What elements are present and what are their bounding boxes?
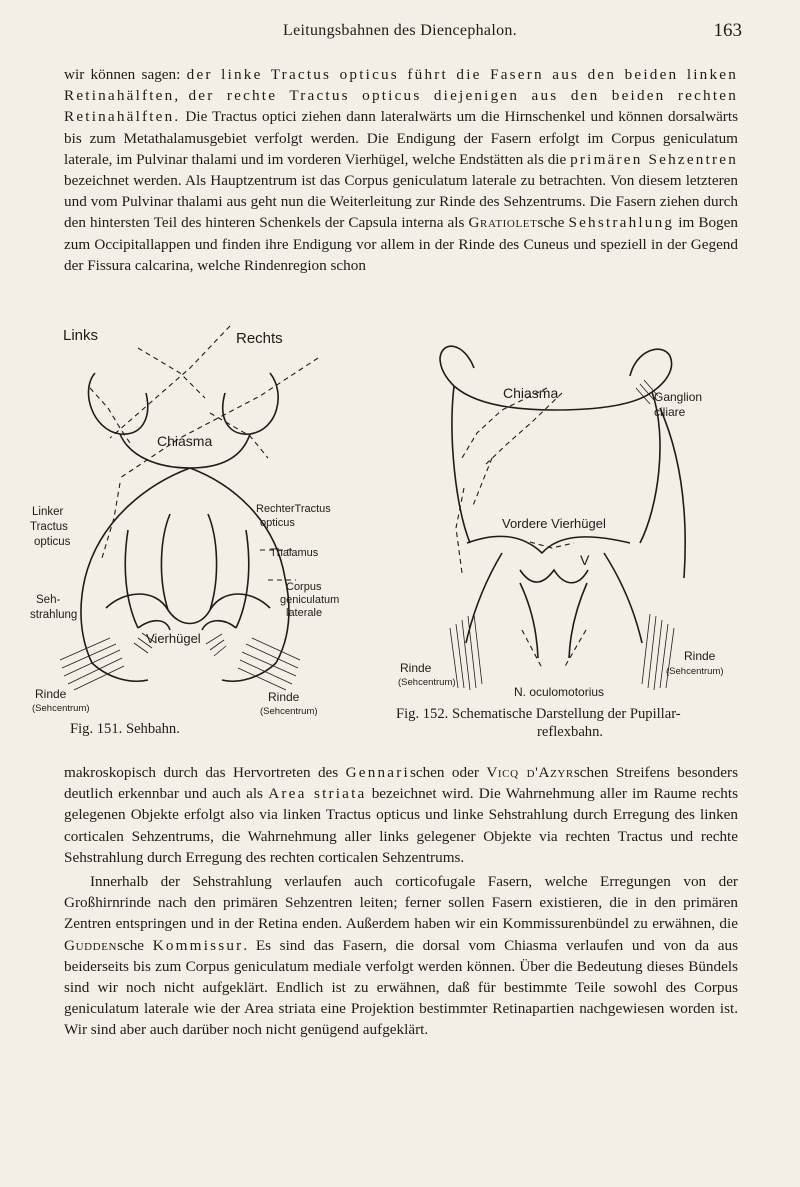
- running-title: Leitungsbahnen des Diencephalon.: [283, 22, 517, 39]
- para1-text-5: sche: [537, 214, 569, 232]
- fig152-label-numeral: V: [580, 552, 590, 568]
- para3-text-1: Innerhalb der Sehstrahlung verlaufen auch corticofugale Fasern, welche Erregungen von der Großhirnrinde nach den primären Sehzentren leiten; ferner sollen Fasern existieren, die in den primären Zentren entspringen und in der Retina enden. Außerdem haben wir ein Kommissurenbündel zu erwähnen, die: [64, 873, 738, 933]
- figure-152-diagram: [392, 338, 740, 710]
- fig152-label-oculomotorius: N. oculomotorius: [514, 685, 605, 699]
- fig152-label-rinde-right: Rinde: [684, 649, 716, 663]
- fig152-label-sehcentrum-left: (Sehcentrum): [398, 677, 456, 688]
- fig151-cortex-right: [206, 634, 300, 690]
- para2-text-4: bezeichnet wird. Die Wahrnehmung aller im Raume rechts gelegenen Objekte erfolgt also via linken Tractus opticus und linke Sehstrahlung durch Erregung des linken corticalen Sehzentrums, die Wahrnehmung aller links gelegener Objekte via rechten Tractus und rechte Sehstrahlung durch Erregung des rechten corticalen Sehzentrums.: [64, 785, 738, 866]
- fig151-label-rinde-right: Rinde: [268, 690, 300, 704]
- fig151-label-corpus-2: geniculatum: [280, 594, 340, 606]
- para3-smallcaps-1: Gudden: [64, 936, 118, 954]
- figure-151-caption: Fig. 151. Sehbahn.: [70, 721, 180, 737]
- page-number: 163: [713, 20, 742, 41]
- para1-spaced-3: primären Sehzentren: [570, 150, 739, 168]
- figure-152-caption-line-2: reflexbahn.: [537, 724, 604, 740]
- para2-spaced-2: Area striata: [268, 785, 367, 803]
- para1-text-6: im Bogen zum Occipitallappen und finden ihre Endigung vor allem in der Rinde des Cuneus und speziell in der Gegend der Fissura calcarina, welche Rindenregion schon: [64, 214, 738, 274]
- para2-spaced-1: Gennari: [345, 764, 410, 781]
- running-header: [0, 20, 800, 50]
- fig151-label-thalamus: Thalamus: [270, 547, 319, 559]
- para1-smallcaps-1: Gratiolet: [468, 214, 538, 232]
- fig152-label-ciliare: ciliare: [654, 405, 686, 419]
- fig151-dashed-fibers: [90, 326, 318, 580]
- fig152-label-sehcentrum-right: (Sehcentrum): [666, 666, 724, 677]
- para3-spaced-1: Kommissur: [152, 936, 244, 954]
- fig151-label-linker-3: opticus: [34, 536, 71, 548]
- fig151-label-seh-1: Seh-: [36, 594, 61, 606]
- para1-text-3: Die Tractus optici ziehen dann lateralwärts um die Hirnschenkel und können dorsalwärts bis zum Metathalamusgebiet verfolgt werden. Die Endigung der Fasern erfolgt im Corpus geniculatum laterale, im Pulvinar thalami und im vorderen Vierhügel, welche Endstätten als die: [64, 108, 738, 168]
- fig151-label-rechter-1: RechterTractus: [256, 503, 331, 515]
- paragraph-3: [64, 871, 738, 1041]
- fig151-label-rechts: Rechts: [236, 330, 283, 347]
- fig151-label-sehcentrum-left: (Sehcentrum): [32, 703, 90, 714]
- fig151-label-vierhuegel: Vierhügel: [146, 631, 201, 646]
- fig152-eye-right: [630, 349, 672, 392]
- fig152-eye-left: [440, 346, 474, 386]
- fig152-cortex-right: [642, 614, 674, 690]
- para1-text-1: wir können sagen:: [64, 66, 187, 83]
- figure-151-diagram: [30, 318, 380, 743]
- figure-152-caption-line-1: Fig. 152. Schematische Darstellung der Pupillar-: [396, 706, 681, 722]
- fig151-eye-right: [223, 373, 278, 434]
- para1-text-4: bezeichnet werden. Als Hauptzentrum ist das Corpus geniculatum laterale zu betrachten. Von diesem letzteren und vom Pulvinar thalami aus geht nun die Weiterleitung zur Rinde des Sehzentrums. Die Fasern ziehen durch den hintersten Teil des hinteren Schenkels der Capsula interna als: [64, 172, 738, 232]
- fig151-label-linker-1: Linker: [32, 506, 64, 518]
- para3-text-2: sche: [117, 936, 153, 954]
- para1-spaced-1: der linke Tractus opticus führt die Fasern aus den beiden linken Retinahälften: [64, 66, 738, 105]
- fig152-label-chiasma: Chiasma: [503, 385, 559, 401]
- fig152-label-ganglion: Ganglion: [654, 390, 703, 404]
- paragraph-2: [64, 762, 738, 868]
- paragraph-1: [64, 64, 738, 276]
- fig151-label-sehcentrum-right: (Sehcentrum): [260, 706, 318, 717]
- fig152-label-vordere-vierhuegel: Vordere Vierhügel: [502, 516, 606, 531]
- para1-text-2: ,: [174, 87, 189, 105]
- fig151-label-corpus-1: Corpus: [286, 581, 322, 593]
- para1-spaced-4: Sehstrahlung: [568, 214, 675, 232]
- fig151-label-seh-2: strahlung: [30, 609, 78, 621]
- fig151-label-chiasma: Chiasma: [157, 433, 213, 449]
- fig151-label-rechter-2: opticus: [260, 517, 295, 529]
- para2-smallcaps-1: Vicq d'Azyr: [486, 764, 574, 781]
- fig151-label-linker-2: Tractus: [30, 521, 68, 533]
- fig151-label-corpus-3: laterale: [286, 607, 323, 619]
- fig151-label-links: Links: [63, 327, 99, 344]
- para1-spaced-2: der rechte Tractus opticus diejenigen aus den beiden rechten Retinahälften.: [64, 87, 738, 126]
- para2-text-2: schen oder: [409, 764, 487, 781]
- fig151-label-rinde-left: Rinde: [35, 687, 67, 701]
- para3-text-3: . Es sind das Fasern, die dorsal vom Chiasma verlaufen und von da aus beiderseits bis zum Corpus geniculatum mediale verfolgt werden können. Über die Bedeutung dieses Bündels sind wir noch nicht aufgeklärt. Endlich ist zu erwähnen, daß für bestimmte Teile sowohl des Corpus geniculatum laterale wie der Area striata eine Projektion bestimmter Retinapartien nachgewiesen worden ist. Wir sind aber auch darüber noch nicht genügend aufgeklärt.: [64, 936, 738, 1039]
- para2-text-3: schen Streifens besonders deutlich erkennbar und auch als: [64, 764, 738, 803]
- fig152-label-rinde-left: Rinde: [400, 661, 432, 675]
- para2-text-1: makroskopisch durch das Hervortreten des: [64, 764, 346, 781]
